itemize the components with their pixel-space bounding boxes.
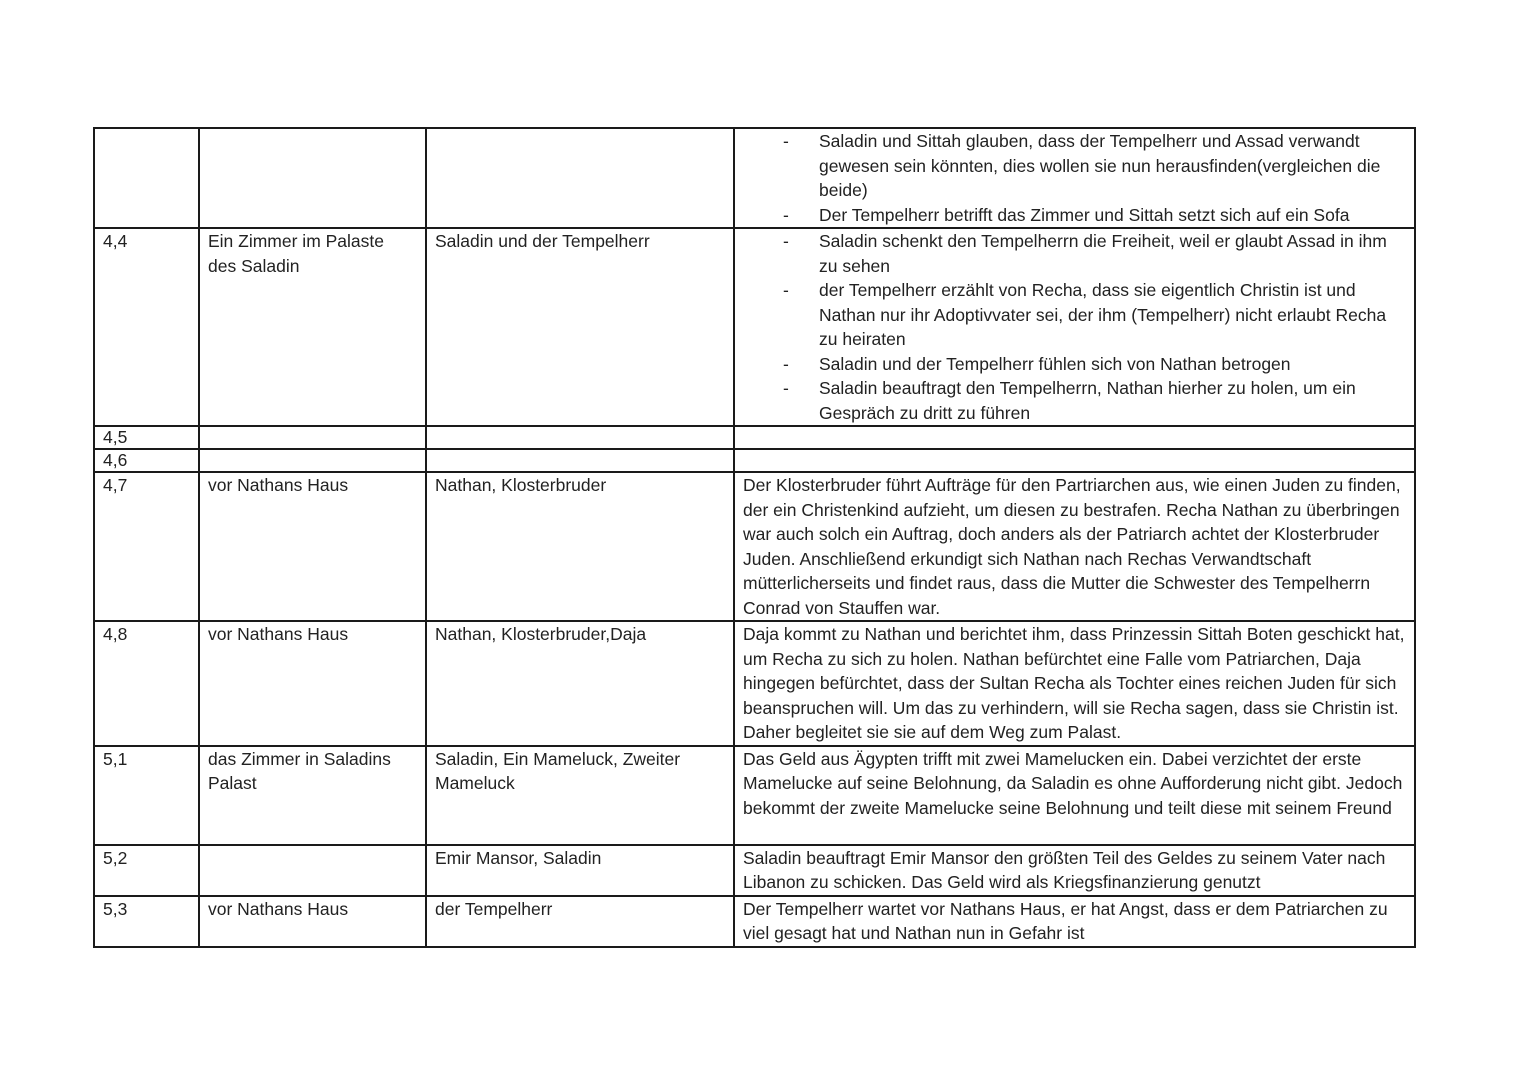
scene-number-cell: 4,8 [94, 621, 199, 746]
table-row [94, 228, 1415, 426]
characters-cell: Nathan, Klosterbruder,Daja [426, 621, 734, 746]
table-row [94, 472, 1415, 621]
place-cell: vor Nathans Haus [199, 472, 426, 621]
table-row [94, 896, 1415, 947]
scene-number-cell: 4,4 [94, 228, 199, 426]
characters-cell [426, 426, 734, 449]
scene-number-cell: 4,6 [94, 449, 199, 472]
characters-cell: Nathan, Klosterbruder [426, 472, 734, 621]
place-cell [199, 845, 426, 896]
summary-cell: Das Geld aus Ägypten trifft mit zwei Mamelucken ein. Dabei verzichtet der erste Mamelucke auf seine Belohnung, da Saladin es ohne Aufforderung nicht gibt. Jedoch bekommt der zweite Mamelucke seine Belohnung und teilt diese mit seinem Freund [734, 746, 1415, 845]
table-row [94, 449, 1415, 472]
scene-number-cell: 5,1 [94, 746, 199, 845]
bullet-list [743, 129, 1406, 227]
table-row [94, 845, 1415, 896]
bullet-item: - Saladin und der Tempelherr fühlen sich von Nathan betrogen [753, 352, 1406, 377]
bullet-item: - Saladin und Sittah glauben, dass der Tempelherr und Assad verwandt gewesen sein könnten, dies wollen sie nun herausfinden(vergleichen die beide) [753, 129, 1406, 203]
summary-cell: Saladin beauftragt Emir Mansor den größten Teil des Geldes zu seinem Vater nach Libanon zu schicken. Das Geld wird als Kriegsfinanzierung genutzt [734, 845, 1415, 896]
scene-table [93, 127, 1416, 948]
place-cell [199, 426, 426, 449]
summary-cell: Der Tempelherr wartet vor Nathans Haus, er hat Angst, dass er dem Patriarchen zu viel gesagt hat und Nathan nun in Gefahr ist [734, 896, 1415, 947]
place-cell: das Zimmer in Saladins Palast [199, 746, 426, 845]
summary-cell: Daja kommt zu Nathan und berichtet ihm, dass Prinzessin Sittah Boten geschickt hat, um Recha zu sich zu holen. Nathan befürchtet eine Falle vom Patriarchen, Daja hingegen befürchtet, dass der Sultan Recha als Tochter eines reichen Juden für sich beanspruchen will. Um das zu verhindern, will sie Recha sagen, dass sie Christin ist. Daher begleitet sie sie auf dem Weg zum Palast. [734, 621, 1415, 746]
summary-cell [734, 449, 1415, 472]
scene-number-cell: 4,7 [94, 472, 199, 621]
place-cell [199, 128, 426, 228]
scene-number-cell: 5,2 [94, 845, 199, 896]
characters-cell: der Tempelherr [426, 896, 734, 947]
characters-cell: Saladin, Ein Mameluck, Zweiter Mameluck [426, 746, 734, 845]
scene-number-cell [94, 128, 199, 228]
bullet-item: - Saladin beauftragt den Tempelherrn, Nathan hierher zu holen, um ein Gespräch zu dritt zu führen [753, 376, 1406, 425]
scene-number-cell: 5,3 [94, 896, 199, 947]
table-row [94, 426, 1415, 449]
characters-cell: Saladin und der Tempelherr [426, 228, 734, 426]
place-cell: vor Nathans Haus [199, 621, 426, 746]
characters-cell: Emir Mansor, Saladin [426, 845, 734, 896]
place-cell: Ein Zimmer im Palaste des Saladin [199, 228, 426, 426]
bullet-item: - Saladin schenkt den Tempelherrn die Freiheit, weil er glaubt Assad in ihm zu sehen [753, 229, 1406, 278]
characters-cell [426, 128, 734, 228]
scene-number-cell: 4,5 [94, 426, 199, 449]
summary-cell [734, 426, 1415, 449]
summary-cell [734, 228, 1415, 426]
bullet-list [743, 229, 1406, 425]
bullet-item: - Der Tempelherr betrifft das Zimmer und Sittah setzt sich auf ein Sofa [753, 203, 1406, 228]
table-row [94, 746, 1415, 845]
bullet-item: - der Tempelherr erzählt von Recha, dass sie eigentlich Christin ist und Nathan nur ihr Adoptivvater sei, der ihm (Tempelherr) nicht erlaubt Recha zu heiraten [753, 278, 1406, 352]
place-cell [199, 449, 426, 472]
summary-cell [734, 128, 1415, 228]
place-cell: vor Nathans Haus [199, 896, 426, 947]
table-row [94, 128, 1415, 228]
summary-cell: Der Klosterbruder führt Aufträge für den Partriarchen aus, wie einen Juden zu finden, der ein Christenkind aufzieht, um diesen zu bestrafen. Recha Nathan zu überbringen war auch solch ein Auftrag, doch anders als der Patriarch achtet der Klosterbruder Juden. Anschließend erkundigt sich Nathan nach Rechas Verwandtschaft mütterlicherseits und findet raus, dass die Mutter die Schwester des Tempelherrn Conrad von Stauffen war. [734, 472, 1415, 621]
characters-cell [426, 449, 734, 472]
table-row [94, 621, 1415, 746]
